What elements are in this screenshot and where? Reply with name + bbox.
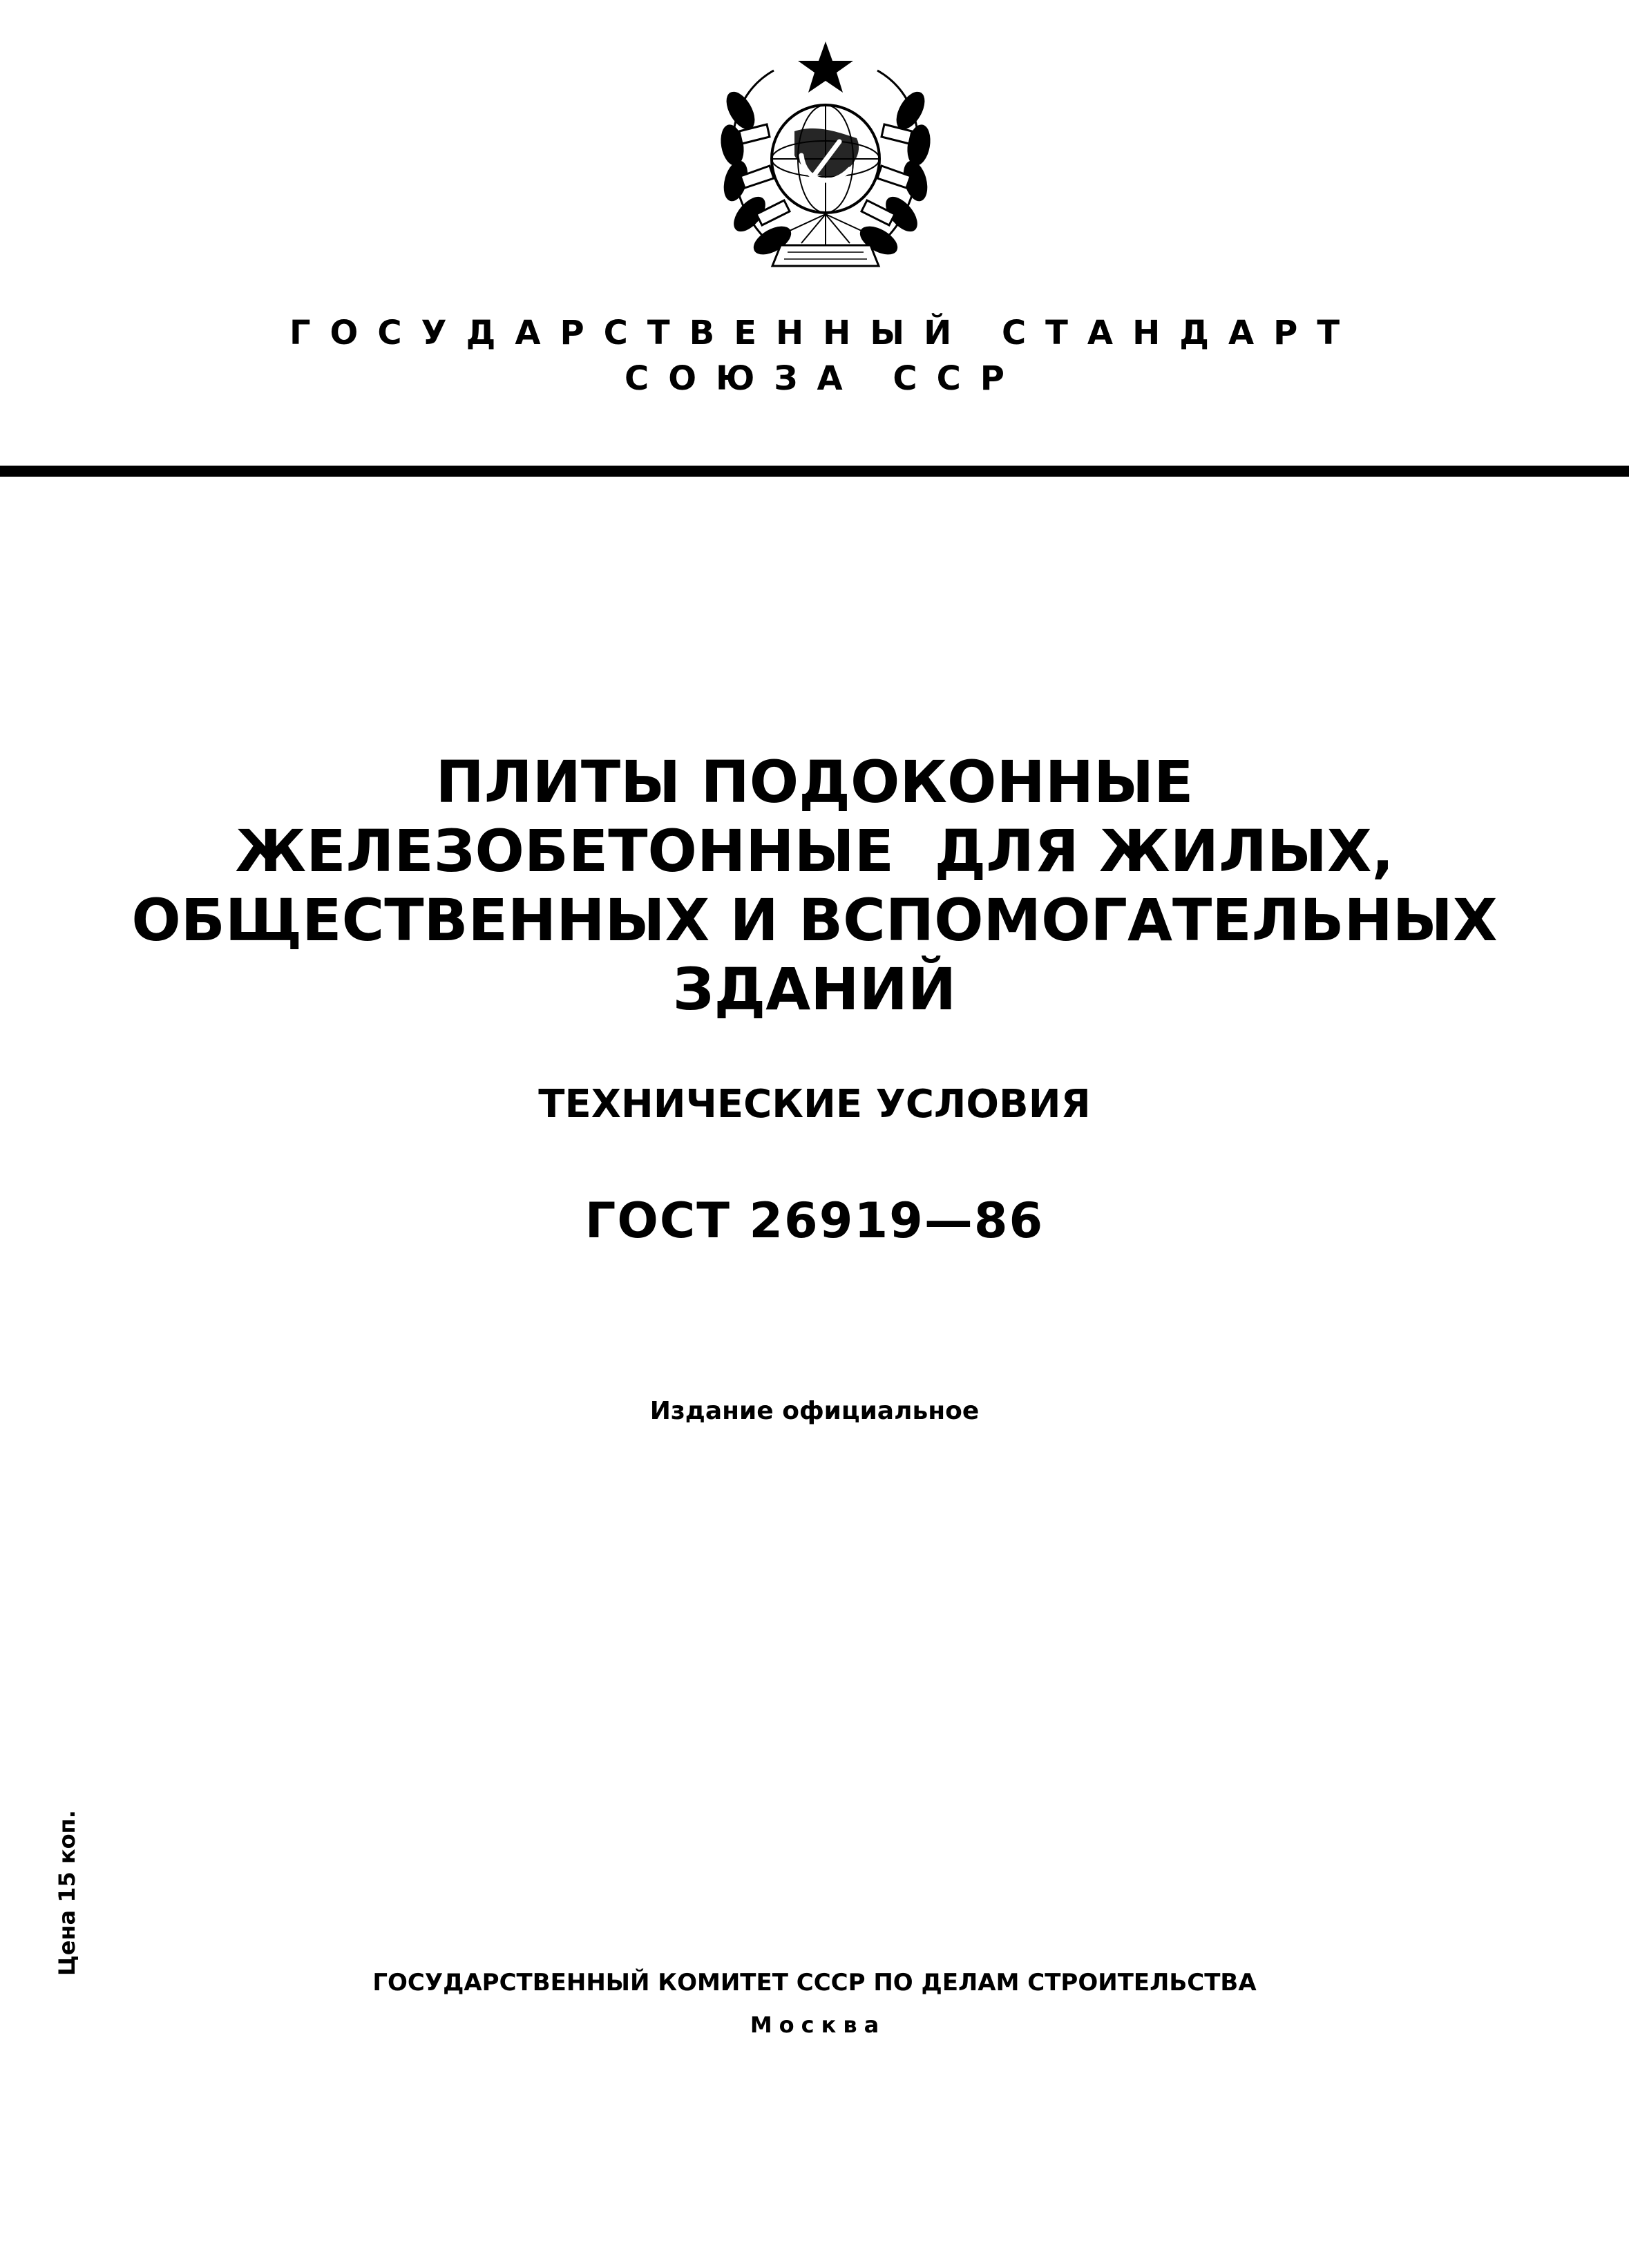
publisher-city: Москва	[750, 2012, 886, 2038]
title-line-3: ОБЩЕСТВЕННЫХ И ВСПОМОГАТЕЛЬНЫХ	[131, 886, 1498, 954]
document-subtitle: ТЕХНИЧЕСКИЕ УСЛОВИЯ	[538, 1082, 1091, 1127]
title-line-2: ЖЕЛЕЗОБЕТОННЫЕ ДЛЯ ЖИЛЫХ,	[235, 817, 1394, 885]
star-icon	[798, 41, 853, 93]
header-line-2: СОЮЗА ССР	[625, 359, 1024, 398]
header-line-1: ГОСУДАРСТВЕННЫЙ СТАНДАРТ	[289, 314, 1360, 352]
document-title	[0, 747, 1629, 1024]
publisher-name: ГОСУДАРСТВЕННЫЙ КОМИТЕТ СССР ПО ДЕЛАМ СТРОИТЕЛЬСТВА	[372, 1969, 1257, 1997]
title-line-1: ПЛИТЫ ПОДОКОННЫЕ	[435, 748, 1194, 816]
edition-note: Издание официальное	[649, 1397, 980, 1425]
ussr-state-emblem-icon	[698, 28, 953, 297]
standard-designation: ГОСТ 26919—86	[584, 1192, 1045, 1249]
divider-rule	[0, 466, 1629, 477]
price-text: Цена 15 коп.	[54, 1810, 80, 1976]
title-line-4: ЗДАНИЙ	[672, 955, 957, 1023]
